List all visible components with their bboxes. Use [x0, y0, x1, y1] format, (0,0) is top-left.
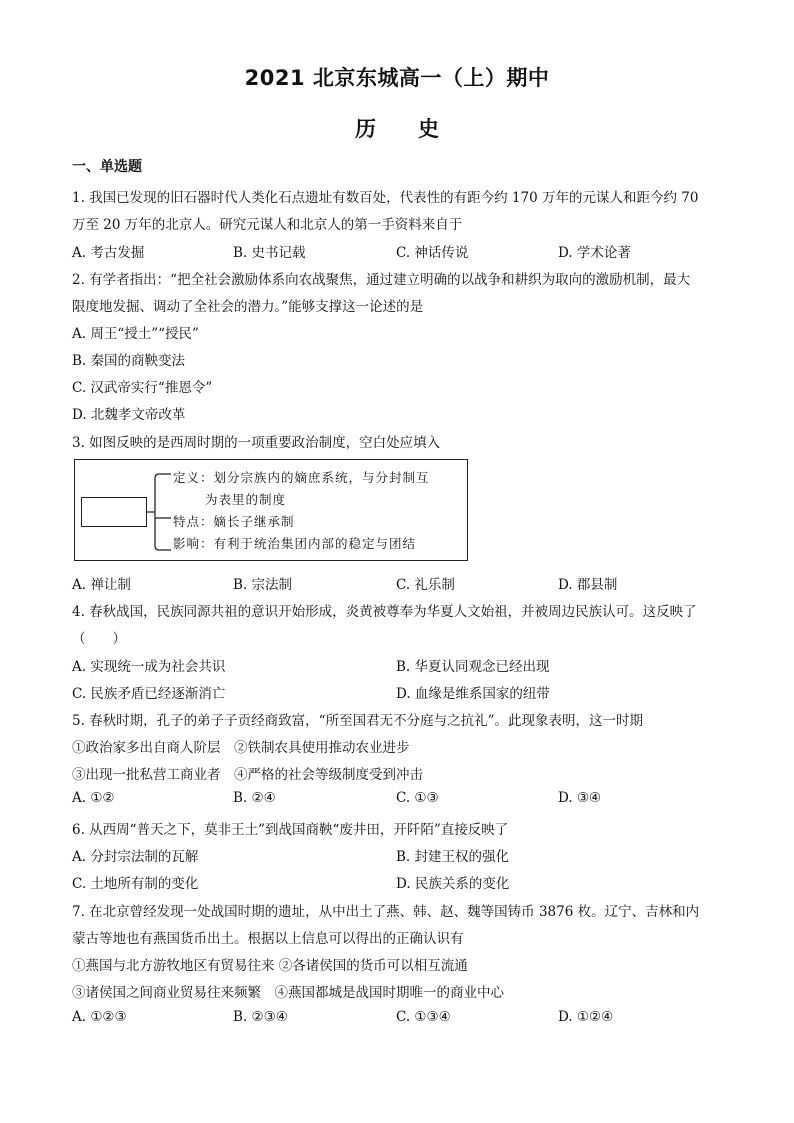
question-7-line-1: 7. 在北京曾经发现一处战国时期的遗址，从中出土了燕、韩、赵、魏等国铸币 3876 枚。辽宁、吉林和内: [72, 904, 700, 920]
diagram-impact: 影响：有利于统治集团内部的稳定与团结: [173, 536, 417, 551]
question-7-line-4: ③诸侯国之间商业贸易往来频繁 ④燕国都城是战国时期唯一的商业中心: [72, 985, 504, 1001]
question-1-line-1: 1. 我国已发现的旧石器时代人类化石点遗址有数百处，代表性的有距今约 170 万年的元谋人和距今约 70: [72, 190, 699, 206]
question-4-line-1: 4. 春秋战国，民族同源共祖的意识开始形成，炎黄被尊奉为华夏人文始祖，并被周边民族认可。这反映了: [72, 604, 697, 620]
question-2-option-a: A. 周王“授土”“授民”: [72, 326, 199, 342]
question-5-option-b: B. ②④: [233, 790, 276, 806]
subject-title: 历史: [355, 117, 481, 141]
question-1-option-b: B. 史书记载: [233, 245, 306, 261]
question-3-option-d: D. 郡县制: [558, 577, 618, 593]
question-1-option-a: A. 考古发掘: [72, 245, 145, 261]
page-title: 2021 北京东城高一（上）期中: [244, 66, 550, 90]
question-6-option-a: A. 分封宗法制的瓦解: [72, 849, 199, 865]
diagram-definition-line-2: 为表里的制度: [205, 492, 287, 507]
question-3-line-1: 3. 如图反映的是西周时期的一项重要政治制度，空白处应填入: [72, 435, 441, 451]
section-heading: 一、单选题: [72, 159, 142, 175]
question-5-option-d: D. ③④: [558, 790, 602, 806]
question-5-option-a: A. ①②: [72, 790, 115, 806]
question-5-line-1: 5. 春秋时期，孔子的弟子子贡经商致富，“所至国君无不分庭与之抗礼”。此现象表明，这一时期: [72, 713, 643, 729]
question-7-option-c: C. ①③④: [396, 1009, 451, 1025]
question-7-line-3: ①燕国与北方游牧地区有贸易往来 ②各诸侯国的货币可以相互流通: [72, 958, 468, 974]
question-4-option-b: B. 华夏认同观念已经出现: [396, 659, 550, 675]
question-2-option-d: D. 北魏孝文帝改革: [72, 407, 186, 423]
diagram-feature: 特点：嫡长子继承制: [173, 514, 295, 529]
question-6-option-b: B. 封建王权的强化: [396, 849, 510, 865]
diagram-definition-line-1: 定义：划分宗族内的嫡庶系统，与分封制互: [173, 470, 430, 485]
question-4-line-2: （ ）: [72, 631, 126, 647]
question-6-option-c: C. 土地所有制的变化: [72, 876, 199, 892]
question-5-option-c: C. ①③: [396, 790, 439, 806]
question-7-line-2: 蒙古等地也有燕国货币出土。根据以上信息可以得出的正确认识有: [72, 931, 464, 947]
question-7-option-a: A. ①②③: [72, 1009, 127, 1025]
question-6-option-d: D. 民族关系的变化: [396, 876, 510, 892]
question-3-option-a: A. 禅让制: [72, 577, 131, 593]
question-4-option-d: D. 血缘是维系国家的纽带: [396, 686, 550, 702]
question-1-option-d: D. 学术论著: [558, 245, 631, 261]
question-3-option-b: B. 宗法制: [233, 577, 293, 593]
question-1-option-c: C. 神话传说: [396, 245, 469, 261]
question-2-line-1: 2. 有学者指出：“把全社会激励体系向农战聚焦，通过建立明确的以战争和耕织为取向的激励机制，最大: [72, 272, 691, 288]
question-5-line-2: ①政治家多出自商人阶层 ②铁制农具使用推动农业进步: [72, 740, 410, 756]
question-2-option-b: B. 秦国的商鞅变法: [72, 353, 186, 369]
question-7-option-d: D. ①②④: [558, 1009, 614, 1025]
question-4-option-c: C. 民族矛盾已经逐渐消亡: [72, 686, 226, 702]
question-3-option-c: C. 礼乐制: [396, 577, 455, 593]
question-4-option-a: A. 实现统一成为社会共识: [72, 659, 226, 675]
question-2-line-2: 限度地发掘、调动了全社会的潜力。”能够支撑这一论述的是: [72, 299, 424, 315]
question-5-line-3: ③出现一批私营工商业者 ④严格的社会等级制度受到冲击: [72, 767, 423, 783]
question-2-option-c: C. 汉武帝实行“推恩令”: [72, 380, 213, 396]
question-1-line-2: 万至 20 万年的北京人。研究元谋人和北京人的第一手资料来自于: [72, 217, 463, 233]
question-6-line-1: 6. 从西周“普天之下，莫非王土”到战国商鞅“废井田，开阡陌”直接反映了: [72, 822, 509, 838]
zongfa-diagram: [74, 459, 468, 561]
question-7-option-b: B. ②③④: [233, 1009, 288, 1025]
